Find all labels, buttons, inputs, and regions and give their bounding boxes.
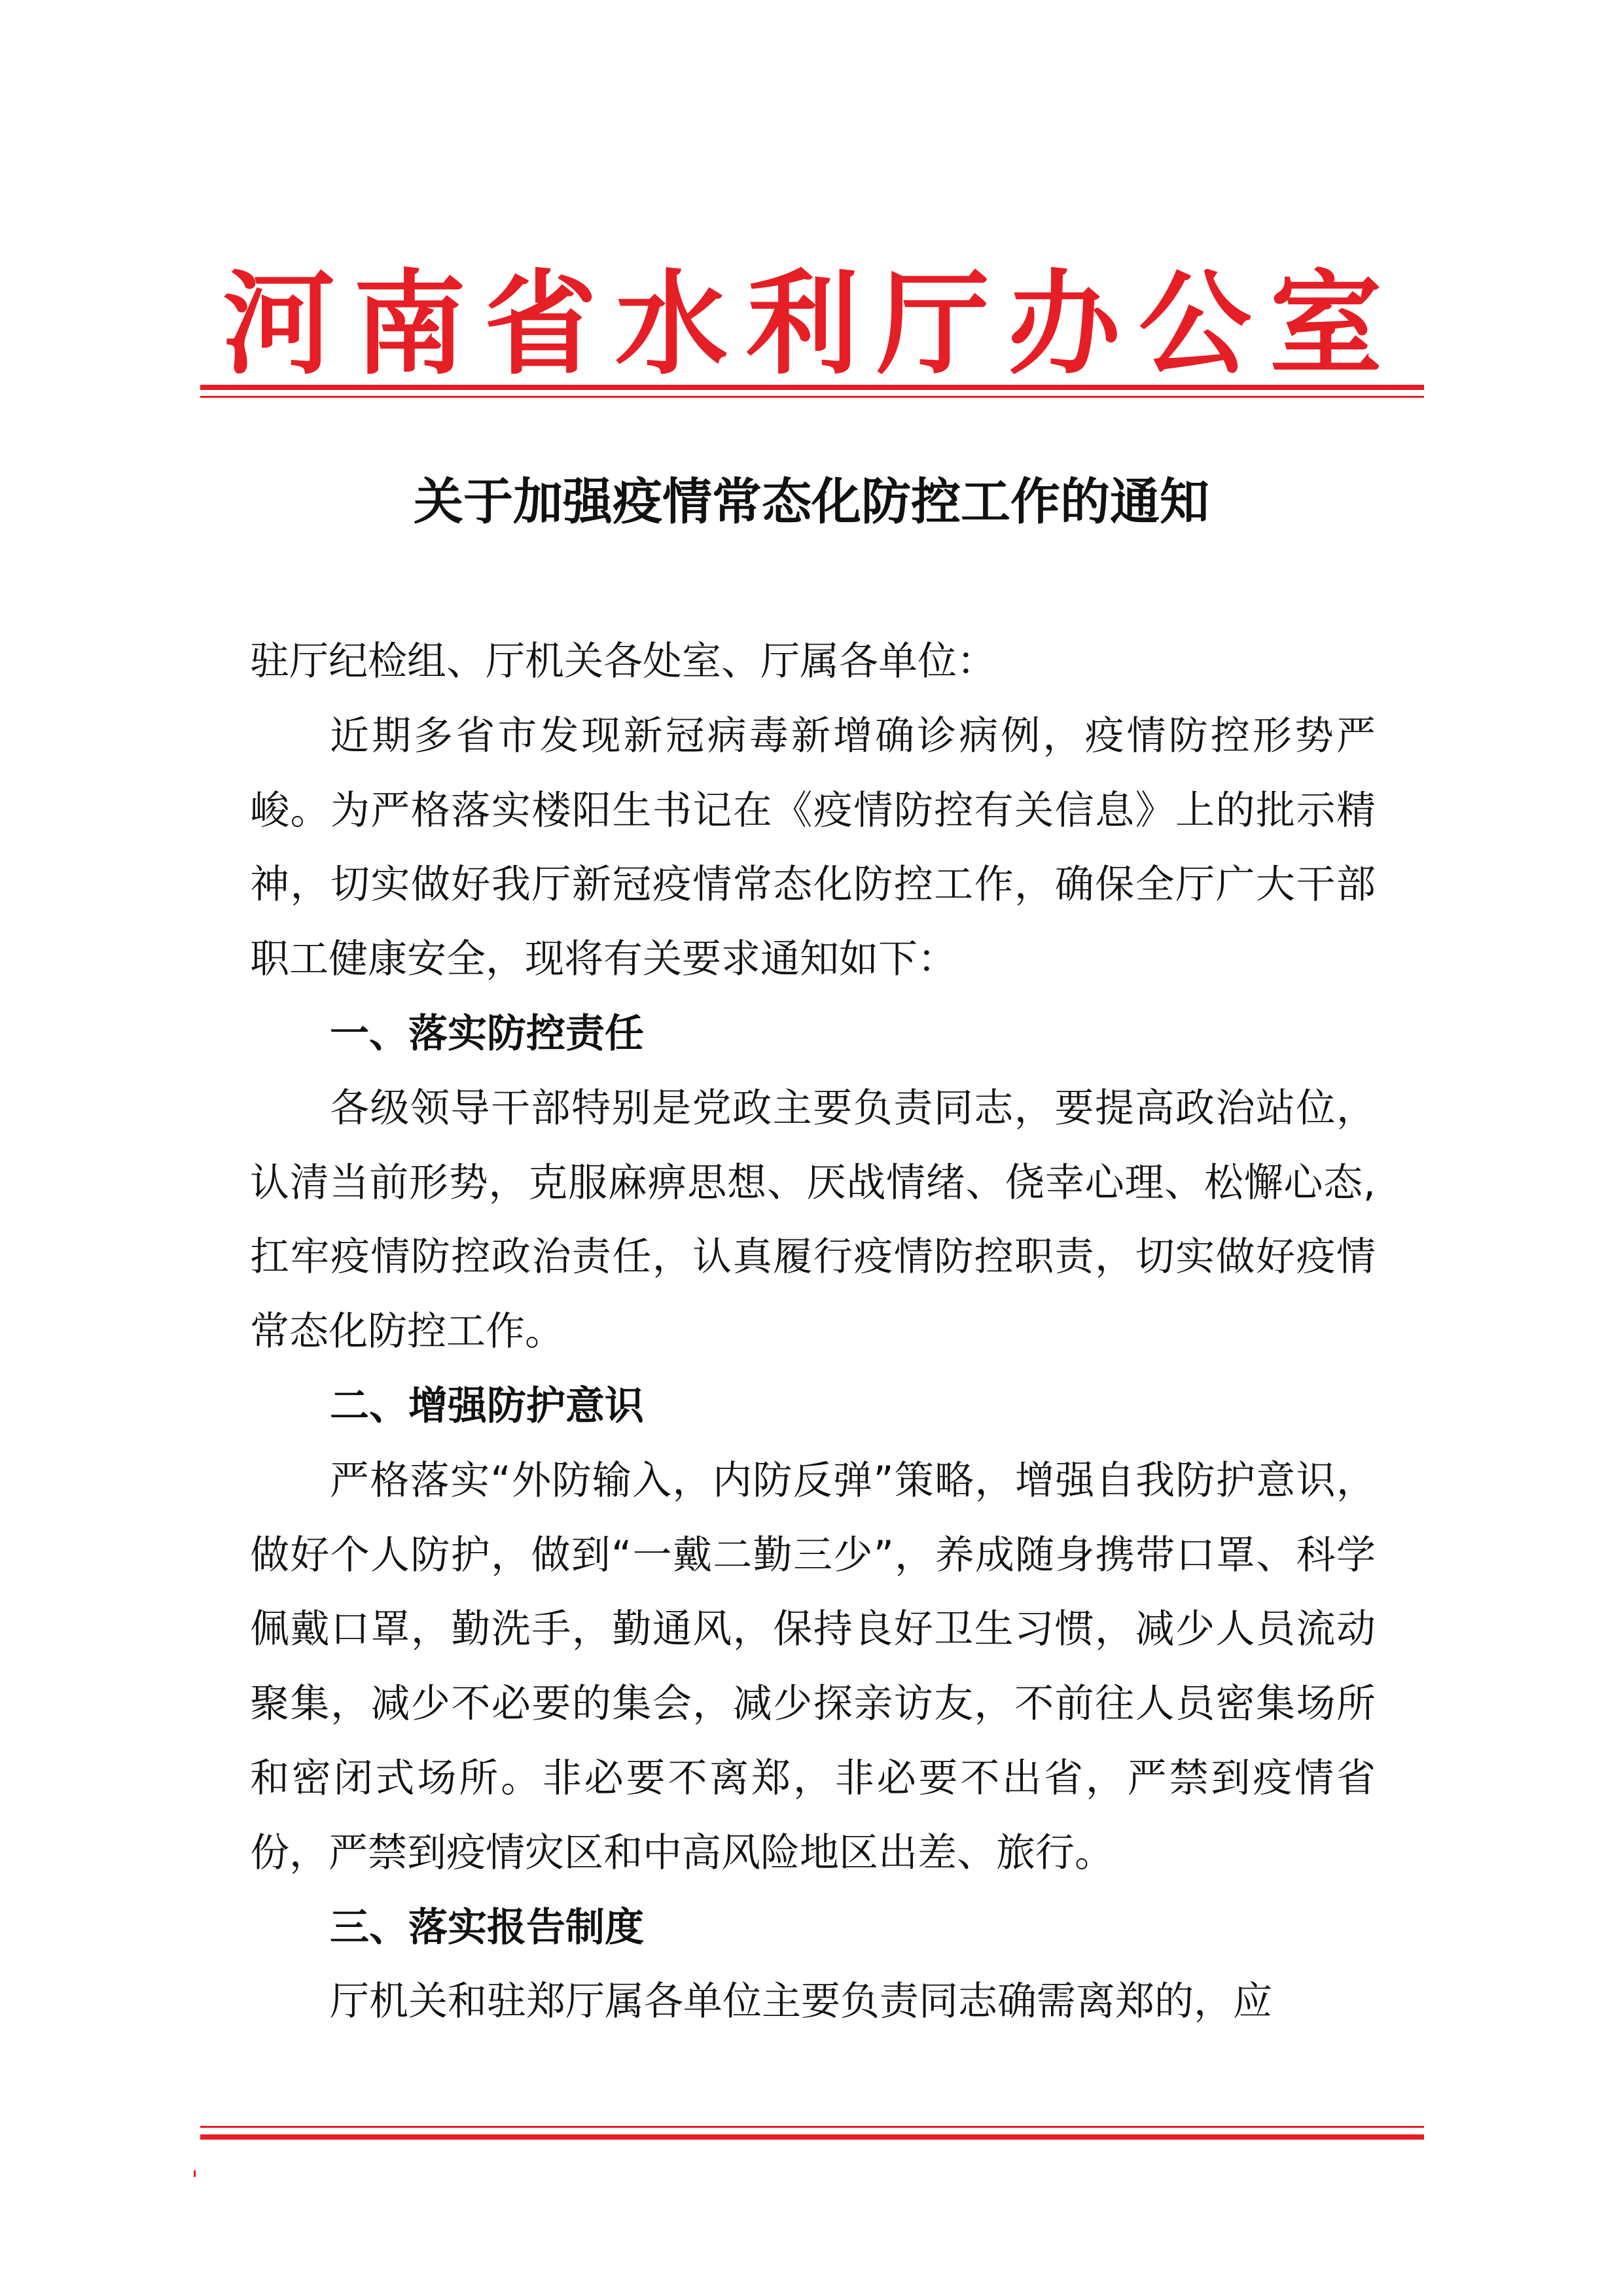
masthead-title: 河南省水利厅办公室 (223, 257, 1400, 390)
salutation: 驻厅纪检组、厅机关各处室、厅属各单位： (250, 639, 996, 684)
footer-rule-thick (200, 2134, 1424, 2140)
section-heading-2: 二、增强防护意识 (330, 1383, 644, 1429)
corner-mark (194, 2170, 196, 2177)
paragraph-section-2: 严格落实“外防输入，内防反弹”策略，增强自我防护意识，做好个人防护，做到“一戴二勤三少”，养成随身携带口罩、科学佩戴口罩，勤洗手，勤通风，保持良好卫生习惯，减少人员流动聚集，减少不必要的集会，减少探亲访友，不前往人员密集场所和密闭式场所。非必要不离郑，非必要不出省，严禁到疫情省份，严禁到疫情灾区和中高风险地区出差、旅行。 (250, 1457, 1376, 1876)
paragraph-section-3: 厅机关和驻郑厅属各单位主要负责同志确需离郑的，应 (330, 1979, 1272, 2025)
section-heading-1: 一、落实防控责任 (330, 1010, 644, 1057)
footer-rule-thin (200, 2126, 1424, 2128)
masthead-rule-thick (200, 385, 1424, 390)
paragraph-intro: 近期多省市发现新冠病毒新增确诊病例，疫情防控形势严峻。为严格落实楼阳生书记在《疫情防控有关信息》上的批示精神，切实做好我厅新冠疫情常态化防控工作，确保全厅广大干部职工健康安全，现将有关要求通知如下： (250, 713, 1376, 983)
document-body (250, 625, 1376, 2040)
masthead-rule-thin (200, 396, 1424, 398)
section-heading-3: 三、落实报告制度 (330, 1904, 644, 1951)
paragraph-section-1: 各级领导干部特别是党政主要负责同志，要提高政治站位，认清当前形势，克服麻痹思想、厌战情绪、侥幸心理、松懈心态,扛牢疫情防控政治责任，认真履行疫情防控职责，切实做好疫情常态化防控工作。 (250, 1085, 1376, 1355)
document-title: 关于加强疫情常态化防控工作的通知 (414, 472, 1209, 531)
